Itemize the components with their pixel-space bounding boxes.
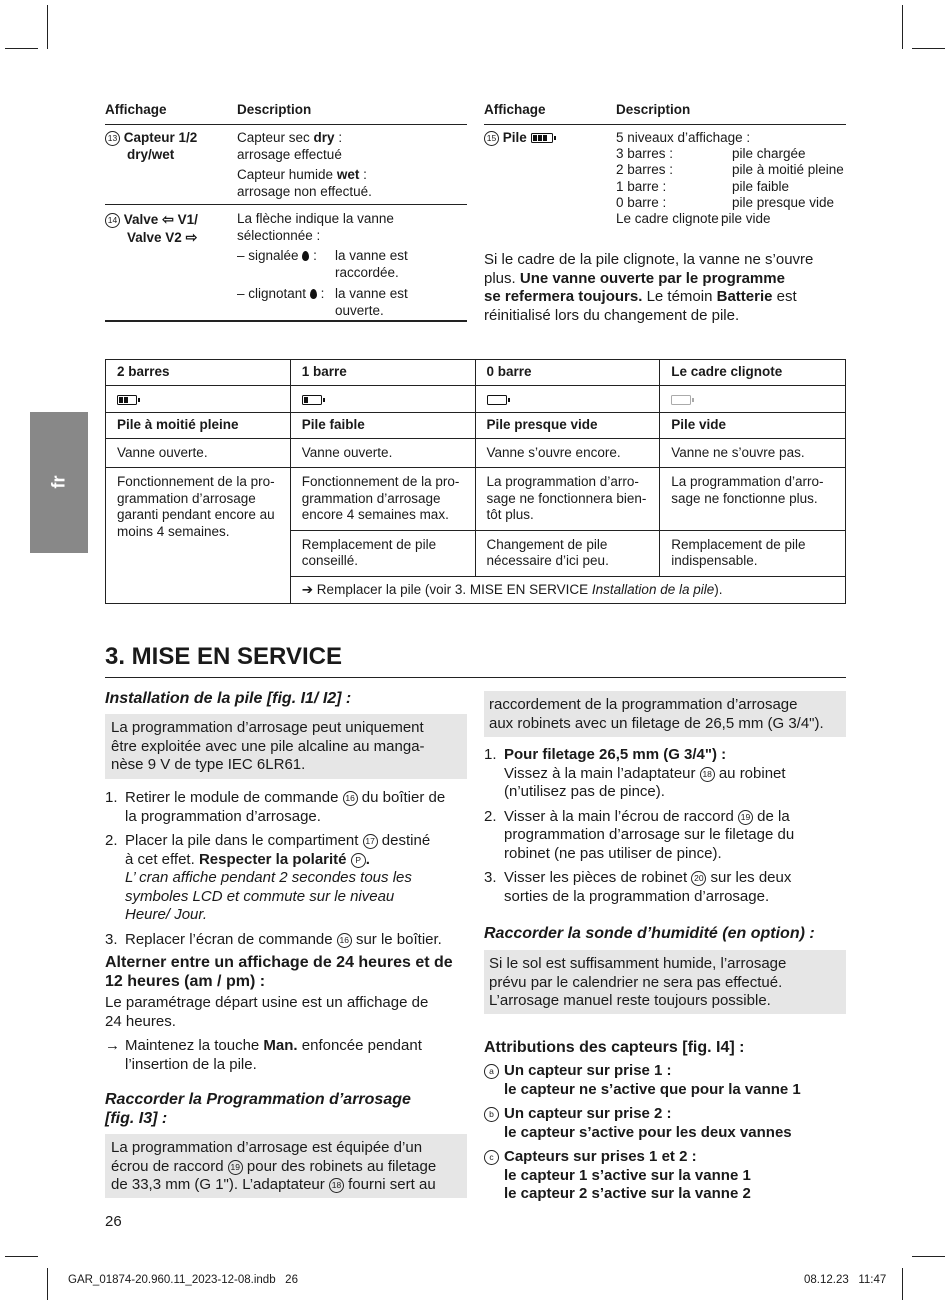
battery-state-row: [106, 413, 846, 439]
arrow-right-icon: ⇨: [185, 228, 198, 245]
drop-blinking-icon: [310, 289, 317, 299]
para-line4: réinitialisé lors du changement de pile.: [484, 306, 740, 324]
left-table-header-description: Description: [237, 102, 312, 117]
s2-a: Visser à la main l’écrou de raccord: [504, 807, 738, 825]
callout-18: 18: [329, 1178, 344, 1193]
valve-cell: Vanne ouverte.: [106, 438, 291, 468]
para-line2-pre: plus.: [484, 269, 520, 287]
step2-italic2: symboles LCD et commute sur le niveau: [125, 887, 395, 905]
step2-italic3: Heure/ Jour.: [125, 906, 207, 923]
callout-16: 16: [337, 933, 352, 948]
row13-d1-pre: Capteur sec: [237, 130, 314, 145]
install-step-2: 2. Placer la pile dans le compartiment 17 destiné à cet effet. Respecter la polarité P . L’ cran affiche pendant 2 secondes tous les symboles LCD et commute sur le niveau Heure/ Jour.: [105, 832, 431, 923]
header-cell: 1 barre: [290, 360, 475, 386]
row14-label: [105, 211, 198, 246]
state-cell: Pile presque vide: [475, 413, 660, 439]
box3-l2-b: pour des robinets au filetage: [242, 1157, 437, 1175]
arrow-post: enfoncée pendant: [297, 1037, 422, 1054]
battery-blinking-frame-icon: [671, 395, 691, 405]
box0-line1: raccordement de la programmation d’arrosage: [489, 696, 798, 713]
row14-desc2: sélectionnée :: [237, 227, 321, 243]
heading-humidity: Raccorder la sonde d’humidité (en option) :: [484, 925, 815, 942]
step2-l2-pre: à cet effet.: [125, 850, 199, 868]
step2-italic1: L’ cran affiche pendant 2 secondes tous les: [125, 869, 412, 886]
box1-line1: La programmation d’arrosage peut uniquement: [111, 719, 424, 736]
battery-empty-icon: [487, 395, 507, 405]
language-tab: [30, 412, 88, 553]
s1-bold: Pour filetage 26,5 mm (G 3/4") :: [504, 746, 727, 763]
row15-label: [484, 130, 553, 147]
row14-sub1-label: – signalée :: [237, 248, 317, 263]
box3-l3-a: de 33,3 mm (G 1"). L’adaptateur: [111, 1176, 329, 1193]
footer-date: 08.12.23 11:47: [804, 1274, 887, 1286]
battery-level-row: [616, 211, 856, 227]
info-box-continued-text: [489, 696, 824, 733]
row14-sub2-text: – clignotant: [237, 286, 307, 301]
battery-level-key: 2 barres :: [616, 162, 674, 178]
heading-sensors: Attributions des capteurs [fig. I4] :: [484, 1039, 745, 1056]
arrow-bold: Man.: [263, 1037, 298, 1054]
note-cell: [290, 576, 845, 604]
row14-label-a: Valve: [123, 212, 159, 227]
battery-table: [105, 359, 846, 604]
connection-steps: [484, 746, 854, 906]
para-line3-post: est: [772, 288, 797, 305]
step3-a: Replacer l’écran de commande: [125, 930, 337, 948]
battery-level-value: pile vide: [721, 211, 771, 227]
page-number: 26: [105, 1213, 122, 1230]
p2-line1: Le paramétrage départ usine est un affichage de: [105, 994, 429, 1011]
info-box-humidity-text: [489, 955, 786, 1011]
callout-19: 19: [738, 810, 753, 825]
para-line3-mid: Le témoin: [642, 288, 717, 305]
left-table-bottom-rule: [105, 320, 467, 322]
callout-15: 15: [484, 131, 499, 146]
heading-installation: Installation de la pile [fig. I1/ I2] :: [105, 690, 352, 707]
valve-row: [106, 438, 846, 468]
callout-16: 16: [343, 791, 358, 806]
header-cell: 2 barres: [106, 360, 291, 386]
row13-d2-pre: Capteur humide: [237, 167, 337, 182]
h3-line2: [fig. I3] :: [105, 1110, 168, 1127]
p2-line2: 24 heures.: [105, 1012, 176, 1030]
replace-cell: Remplacement de pile indispensable.: [660, 530, 846, 576]
arrow-l2: l’insertion de la pile.: [125, 1055, 257, 1073]
battery-level-row: [616, 162, 856, 178]
step1-a: Retirer le module de commande: [125, 789, 343, 806]
h2-line1: Alterner entre un affichage de 24 heures et de: [105, 954, 453, 971]
h3-line1: Raccorder la Programmation d’arrosage: [105, 1091, 411, 1108]
row14-desc: [237, 211, 467, 244]
info-box-connection-text: [111, 1139, 436, 1195]
note-post: ).: [714, 581, 723, 597]
install-step-3: 3. Replacer l’écran de commande 16 sur le boîtier.: [105, 930, 442, 948]
right-table-header-rule: [484, 124, 846, 125]
s1-l2-b: au robinet: [714, 764, 786, 782]
box4-line3: L’arrosage manuel reste toujours possible.: [489, 992, 771, 1009]
b-l1: Un capteur sur prise 2 :: [504, 1105, 672, 1122]
left-table-header-affichage: Affichage: [105, 102, 167, 117]
crop-mark: [47, 1268, 48, 1300]
battery-level-key: 3 barres :: [616, 146, 674, 161]
sensor-item-b: [484, 1105, 854, 1142]
note-italic: Installation de la pile: [591, 581, 715, 597]
step2-b: destiné: [377, 832, 431, 849]
s3-l2: sorties de la programmation d’arrosage.: [504, 887, 770, 905]
box1-line3: nèse 9 V de type IEC 6LR61.: [111, 756, 306, 773]
header-cell: Le cadre clignote: [660, 360, 846, 386]
header-cell: 0 barre: [475, 360, 660, 386]
programming-row: [106, 468, 846, 531]
row13-desc: [237, 130, 372, 200]
icon-cell: [660, 385, 846, 413]
connection-step-3: 3. Visser les pièces de robinet 20 sur les deux sorties de la programmation d’arrosage.: [484, 869, 792, 905]
c-l3: le capteur 2 s’active sur la vanne 2: [504, 1185, 751, 1202]
footer-file-info: GAR_01874-20.960.11_2023-12-08.indb 26: [68, 1274, 298, 1286]
icon-cell: [475, 385, 660, 413]
para-24h: [105, 994, 428, 1031]
s1-l2-a: Vissez à la main l’adaptateur: [504, 764, 700, 782]
battery-paragraph: [484, 251, 854, 325]
crop-mark: [912, 48, 945, 49]
callout-18: 18: [700, 767, 715, 782]
box4-line2: prévu par le calendrier ne sera pas effectué.: [489, 973, 783, 991]
para-line3-bold2: Batterie: [716, 288, 773, 305]
row14-sub1-val-a: la vanne est: [335, 248, 408, 263]
state-cell: Pile à moitié pleine: [106, 413, 291, 439]
battery-table-header-row: [106, 360, 846, 386]
section-title: 3. MISE EN SERVICE: [105, 643, 342, 670]
box0-line2: aux robinets avec un filetage de 26,5 mm (G 3/4").: [489, 714, 824, 732]
heading-raccorder: [105, 1090, 411, 1128]
sensor-item-a: [484, 1062, 854, 1099]
valve-cell: Vanne s’ouvre encore.: [475, 438, 660, 468]
box4-line1: Si le sol est suffisamment humide, l’arrosage: [489, 955, 787, 972]
arrow-left-icon: ⇦: [162, 211, 174, 227]
row13-d1-post: :: [334, 130, 343, 145]
row14-sub1-text: – signalée: [237, 248, 299, 263]
valve-cell: Vanne ouverte.: [290, 438, 475, 468]
connection-step-2: 2. Visser à la main l’écrou de raccord 19 de la programmation d’arrosage sur le filetage du robinet (ne pas utiliser de pince).: [484, 807, 795, 862]
battery-level-row: [616, 146, 856, 162]
step3-b: sur le boîtier.: [351, 930, 442, 948]
row13-label-b: dry/wet: [127, 146, 175, 162]
box3-l2-a: écrou de raccord: [111, 1157, 228, 1175]
battery-level-key: 0 barre :: [616, 194, 667, 210]
row15-label-text: Pile: [502, 130, 527, 145]
s2-b: de la: [753, 807, 790, 825]
arrow-right-icon: →: [105, 1037, 120, 1054]
callout-17: 17: [363, 834, 378, 849]
crop-mark: [5, 1256, 38, 1257]
replace-cell: Remplacement de pile conseillé.: [290, 530, 475, 576]
prog-cell: Fonctionnement de la pro-grammation d’arrosage garanti pendant encore au moins 4 semaines.: [106, 468, 291, 604]
sensor-item-c: [484, 1148, 854, 1204]
row13-label: [105, 130, 197, 163]
callout-b: b: [484, 1107, 499, 1122]
s3-b: sur les deux: [706, 869, 792, 886]
row14-desc1: La flèche indique la vanne: [237, 211, 394, 226]
c-l1: Capteurs sur prises 1 et 2 :: [504, 1148, 697, 1165]
s2-l2: programmation d’arrosage sur le filetage du: [504, 826, 795, 843]
row14-sub2-val-a: la vanne est: [335, 286, 408, 301]
callout-c: c: [484, 1150, 499, 1165]
prog-cell: La programmation d’arro-sage ne fonctionnera bien-tôt plus.: [475, 468, 660, 531]
step1-l2: la programmation d’arrosage.: [125, 807, 321, 825]
heading-24h: [105, 953, 453, 991]
state-cell: Pile faible: [290, 413, 475, 439]
step2-l2-post: .: [365, 850, 370, 868]
battery-level-key: 1 barre :: [616, 178, 667, 194]
battery-level-value: pile faible: [732, 178, 790, 194]
para-line1: Si le cadre de la pile clignote, la vanne ne s’ouvre: [484, 251, 814, 268]
row14-sub2-val-b: ouverte.: [335, 302, 384, 318]
row13-label-a: Capteur 1/2: [123, 130, 198, 145]
prog-cell: Fonctionnement de la pro-grammation d’arrosage encore 4 semaines max.: [290, 468, 475, 531]
drop-icon: [302, 251, 309, 261]
callout-13: 13: [105, 131, 120, 146]
s2-l3: robinet (ne pas utiliser de pince).: [504, 844, 722, 862]
step2-l2-bold: Respecter la polarité: [198, 850, 351, 868]
row14-sub1-value: [335, 248, 408, 281]
right-table-header-description: Description: [616, 102, 691, 117]
language-tab-label: fr: [48, 475, 69, 489]
callout-p: P: [351, 853, 366, 868]
row14-label-a2: V1/: [177, 212, 198, 227]
callout-14: 14: [105, 213, 120, 228]
left-table-header-rule: [105, 124, 467, 125]
battery-level-row: [616, 179, 856, 195]
install-step-1: 1. Retirer le module de commande 16 du boîtier de la programmation d’arrosage.: [105, 789, 446, 825]
right-table-header-affichage: Affichage: [484, 102, 546, 117]
battery-full-icon: [531, 133, 553, 143]
state-cell: Pile vide: [660, 413, 846, 439]
battery-level-key: Le cadre clignote :: [616, 211, 727, 227]
row14-sub2-value: [335, 286, 408, 319]
row14-sub1-val-b: raccordée.: [335, 264, 399, 280]
s3-a: Visser les pièces de robinet: [504, 869, 692, 886]
box1-line2: être exploitée avec une pile alcaline au manga-: [111, 737, 425, 755]
c-l2: le capteur 1 s’active sur la vanne 1: [504, 1166, 751, 1184]
battery-level-value: pile à moitié pleine: [732, 162, 844, 178]
battery-one-bar-icon: [302, 395, 322, 405]
para-line3-bold: se refermera toujours.: [484, 288, 643, 305]
row14-label-b: Valve V2: [127, 229, 182, 245]
icon-cell: [106, 385, 291, 413]
replace-cell: Changement de pile nécessaire d’ici peu.: [475, 530, 660, 576]
arrow-item: [105, 1037, 422, 1074]
callout-a: a: [484, 1064, 499, 1079]
icon-cell: [290, 385, 475, 413]
section-title-rule: [105, 677, 846, 678]
row13-d2-line2: arrosage non effectué.: [237, 183, 372, 199]
h2-line2: 12 heures (am / pm) :: [105, 973, 266, 990]
b-l2: le capteur s’active pour les deux vannes: [504, 1123, 792, 1141]
step2-a: Placer la pile dans le compartiment: [125, 832, 363, 849]
box3-line1: La programmation d’arrosage est équipée d’un: [111, 1139, 423, 1156]
sensor-list: [484, 1062, 854, 1204]
a-l2: le capteur ne s’active que pour la vanne 1: [504, 1080, 801, 1098]
battery-levels: [616, 146, 856, 227]
step1-b: du boîtier de: [357, 789, 446, 806]
battery-level-value: pile chargée: [732, 146, 806, 161]
row15-intro: 5 niveaux d’affichage :: [616, 130, 751, 145]
row13-d1-bold: dry: [313, 130, 335, 145]
para-line2-bold: Une vanne ouverte par le programme: [519, 269, 785, 287]
s1-l3: (n’utilisez pas de pince).: [504, 783, 665, 800]
connection-step-1: 1. Pour filetage 26,5 mm (G 3/4") : Vissez à la main l’adaptateur 18 au robinet (n’utilisez pas de pince).: [484, 746, 786, 800]
prog-cell: La programmation d’arro-sage ne fonctionne plus.: [660, 468, 846, 531]
battery-level-value: pile presque vide: [732, 194, 835, 210]
crop-mark: [47, 5, 48, 49]
callout-20: 20: [691, 871, 706, 886]
callout-19: 19: [228, 1160, 243, 1175]
battery-icon-row: [106, 385, 846, 413]
left-table-row-rule: [105, 204, 467, 205]
battery-level-row: [616, 195, 856, 211]
arrow-instruction: [105, 1037, 422, 1074]
install-steps: [105, 789, 475, 949]
crop-mark: [902, 1268, 903, 1300]
crop-mark: [5, 48, 38, 49]
info-box-battery-text: [111, 719, 425, 775]
crop-mark: [902, 5, 903, 49]
row14-sub2-label: – clignotant :: [237, 286, 325, 301]
box3-l3-b: fourni sert au: [343, 1176, 436, 1193]
valve-cell: Vanne ne s’ouvre pas.: [660, 438, 846, 468]
crop-mark: [912, 1256, 945, 1257]
row13-d2-bold: wet: [336, 167, 360, 182]
battery-two-bars-icon: [117, 395, 137, 405]
row13-d2-post: :: [359, 167, 367, 182]
note-pre: ➔ Remplacer la pile (voir 3. MISE EN SERVICE: [301, 581, 592, 597]
row13-d1-line2: arrosage effectué: [237, 146, 342, 162]
arrow-pre: Maintenez la touche: [125, 1037, 264, 1054]
a-l1: Un capteur sur prise 1 :: [504, 1062, 672, 1079]
